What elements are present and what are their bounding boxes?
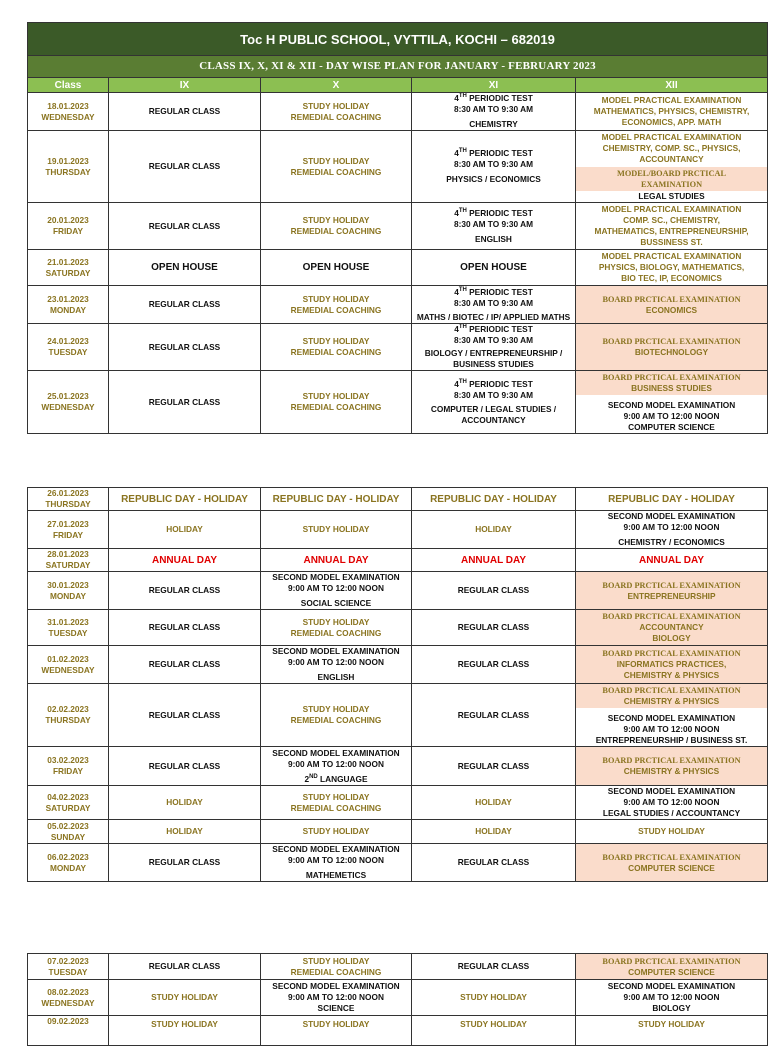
xi-cell: 4TH PERIODIC TEST 8:30 AM TO 9:30 AM CHEMISTRY [412, 93, 576, 131]
ix-cell: REPUBLIC DAY - HOLIDAY [109, 488, 261, 511]
ix-cell: REGULAR CLASS [109, 131, 261, 203]
weekday: WEDNESDAY [41, 111, 95, 122]
x-cell: STUDY HOLIDAY REMEDIAL COACHING [261, 93, 412, 131]
table-row: 27.01.2023 FRIDAY HOLIDAY STUDY HOLIDAY HOLIDAY SECOND MODEL EXAMINATION 9:00 AM TO 12:00 NOON CHEMISTRY / ECONOMICS [28, 511, 768, 549]
table-row [28, 93, 768, 131]
table-row: 26.01.2023 THURSDAY REPUBLIC DAY - HOLIDAY REPUBLIC DAY - HOLIDAY REPUBLIC DAY - HOLIDAY REPUBLIC DAY - HOLIDAY [28, 488, 768, 511]
table-row [28, 250, 768, 286]
table-row [28, 286, 768, 324]
xi-cell: 4TH PERIODIC TEST 8:30 AM TO 9:30 AM PHYSICS / ECONOMICS [412, 131, 576, 203]
date-cell: 21.01.2023 SATURDAY [28, 250, 109, 286]
table-row: 08.02.2023 WEDNESDAY STUDY HOLIDAY SECOND MODEL EXAMINATION 9:00 AM TO 12:00 NOON SCIENCE STUDY HOLIDAY SECOND MODEL EXAMINATION 9:00 AM TO 12:00 NOON BIOLOGY [28, 980, 768, 1016]
date: 18.01.2023 [47, 100, 89, 111]
xii-cell: BOARD PRCTICAL EXAMINATION ECONOMICS [576, 286, 768, 324]
table-row: 03.02.2023 FRIDAY REGULAR CLASS SECOND MODEL EXAMINATION 9:00 AM TO 12:00 NOON 2ND LANGUAGE REGULAR CLASS BOARD PRCTICAL EXAMINATION CHEMISTRY & PHYSICS [28, 747, 768, 786]
date-cell: 25.01.2023 WEDNESDAY [28, 371, 109, 434]
date-cell: 20.01.2023 FRIDAY [28, 203, 109, 250]
header-xi: XI [412, 78, 576, 93]
header-xii: XII [576, 78, 768, 93]
timetable-feb-part2 [27, 953, 767, 1046]
timetable-feb-part1 [27, 487, 767, 882]
xi-cell: OPEN HOUSE [412, 250, 576, 286]
timetable-jan [27, 22, 767, 434]
column-headers [28, 78, 768, 93]
date-cell: 24.01.2023 TUESDAY [28, 324, 109, 371]
x-cell: STUDY HOLIDAY REMEDIAL COACHING [261, 371, 412, 434]
header-ix: IX [109, 78, 261, 93]
xi-cell: REPUBLIC DAY - HOLIDAY [412, 488, 576, 511]
ix-cell: OPEN HOUSE [109, 250, 261, 286]
ix-cell: REGULAR CLASS [109, 93, 261, 131]
date-cell: 23.01.2023 MONDAY [28, 286, 109, 324]
ix-cell: REGULAR CLASS [109, 286, 261, 324]
ix-cell: REGULAR CLASS [109, 324, 261, 371]
ix-cell: REGULAR CLASS [109, 371, 261, 434]
xii-cell: MODEL PRACTICAL EXAMINATION PHYSICS, BIOLOGY, MATHEMATICS, BIO TEC, IP, ECONOMICS [576, 250, 768, 286]
table-row: 09.02.2023 STUDY HOLIDAY STUDY HOLIDAY STUDY HOLIDAY STUDY HOLIDAY [28, 1016, 768, 1046]
date-cell: 19.01.2023 THURSDAY [28, 131, 109, 203]
table-row: 07.02.2023 TUESDAY REGULAR CLASS STUDY HOLIDAY REMEDIAL COACHING REGULAR CLASS BOARD PRCTICAL EXAMINATION COMPUTER SCIENCE [28, 954, 768, 980]
school-title: Toc H PUBLIC SCHOOL, VYTTILA, KOCHI – 682019 [28, 23, 768, 56]
table-row: 28.01.2023 SATURDAY ANNUAL DAY ANNUAL DAY ANNUAL DAY ANNUAL DAY [28, 549, 768, 572]
x-cell: STUDY HOLIDAY REMEDIAL COACHING [261, 131, 412, 203]
table-row: 04.02.2023 SATURDAY HOLIDAY STUDY HOLIDAY REMEDIAL COACHING HOLIDAY SECOND MODEL EXAMINATION 9:00 AM TO 12:00 NOON LEGAL STUDIES / ACCOUNTANCY [28, 786, 768, 820]
table-row: 31.01.2023 TUESDAY REGULAR CLASS STUDY HOLIDAY REMEDIAL COACHING REGULAR CLASS BOARD PRCTICAL EXAMINATION ACCOUNTANCY BIOLOGY [28, 610, 768, 646]
x-cell: STUDY HOLIDAY REMEDIAL COACHING [261, 203, 412, 250]
xii-cell: MODEL PRACTICAL EXAMINATION COMP. SC., CHEMISTRY, MATHEMATICS, ENTREPRENEURSHIP, BUSSINESS ST. [576, 203, 768, 250]
xii-cell: REPUBLIC DAY - HOLIDAY [576, 488, 768, 511]
xi-cell: 4TH PERIODIC TEST 8:30 AM TO 9:30 AM ENGLISH [412, 203, 576, 250]
x-cell: STUDY HOLIDAY REMEDIAL COACHING [261, 324, 412, 371]
xii-cell: BOARD PRCTICAL EXAMINATION BUSINESS STUDIES SECOND MODEL EXAMINATION 9:00 AM TO 12:00 NOON COMPUTER SCIENCE [576, 371, 768, 434]
header-class: Class [28, 78, 109, 93]
xii-cell: BOARD PRCTICAL EXAMINATION BIOTECHNOLOGY [576, 324, 768, 371]
xi-cell: 4TH PERIODIC TEST 8:30 AM TO 9:30 AM COMPUTER / LEGAL STUDIES / ACCOUNTANCY [412, 371, 576, 434]
table-row [28, 203, 768, 250]
table-row [28, 371, 768, 434]
header-x: X [261, 78, 412, 93]
table-row: 01.02.2023 WEDNESDAY REGULAR CLASS SECOND MODEL EXAMINATION 9:00 AM TO 12:00 NOON ENGLISH REGULAR CLASS BOARD PRCTICAL EXAMINATION INFORMATICS PRACTICES, CHEMISTRY & PHYSICS [28, 646, 768, 684]
xii-cell: MODEL PRACTICAL EXAMINATION MATHEMATICS, PHYSICS, CHEMISTRY, ECONOMICS, APP. MATH [576, 93, 768, 131]
plan-subtitle: CLASS IX, X, XI & XII - DAY WISE PLAN FOR JANUARY - FEBRUARY 2023 [28, 56, 768, 78]
xi-cell: 4TH PERIODIC TEST 8:30 AM TO 9:30 AM BIOLOGY / ENTREPRENEURSHIP / BUSINESS STUDIES [412, 324, 576, 371]
xii-cell: MODEL PRACTICAL EXAMINATION CHEMISTRY, COMP. SC., PHYSICS, ACCOUNTANCY MODEL/BOARD PRCTICAL EXAMINATION LEGAL STUDIES [576, 131, 768, 203]
ix-cell: REGULAR CLASS [109, 203, 261, 250]
table-row: 02.02.2023 THURSDAY REGULAR CLASS STUDY HOLIDAY REMEDIAL COACHING REGULAR CLASS BOARD PRCTICAL EXAMINATION CHEMISTRY & PHYSICS SECOND MODEL EXAMINATION 9:00 AM TO 12:00 NOON ENTREPRENEURSHIP / BUSINESS ST. [28, 684, 768, 747]
table-row [28, 131, 768, 203]
x-cell: OPEN HOUSE [261, 250, 412, 286]
table-row: 05.02.2023 SUNDAY HOLIDAY STUDY HOLIDAY HOLIDAY STUDY HOLIDAY [28, 820, 768, 844]
date-cell [28, 93, 109, 131]
table-row [28, 324, 768, 371]
table-row: 06.02.2023 MONDAY REGULAR CLASS SECOND MODEL EXAMINATION 9:00 AM TO 12:00 NOON MATHEMETICS REGULAR CLASS BOARD PRCTICAL EXAMINATION COMPUTER SCIENCE [28, 844, 768, 882]
x-cell: STUDY HOLIDAY REMEDIAL COACHING [261, 286, 412, 324]
table-row: 30.01.2023 MONDAY REGULAR CLASS SECOND MODEL EXAMINATION 9:00 AM TO 12:00 NOON SOCIAL SCIENCE REGULAR CLASS BOARD PRCTICAL EXAMINATION ENTREPRENEURSHIP [28, 572, 768, 610]
x-cell: REPUBLIC DAY - HOLIDAY [261, 488, 412, 511]
xi-cell: 4TH PERIODIC TEST 8:30 AM TO 9:30 AM MATHS / BIOTEC / IP/ APPLIED MATHS [412, 286, 576, 324]
